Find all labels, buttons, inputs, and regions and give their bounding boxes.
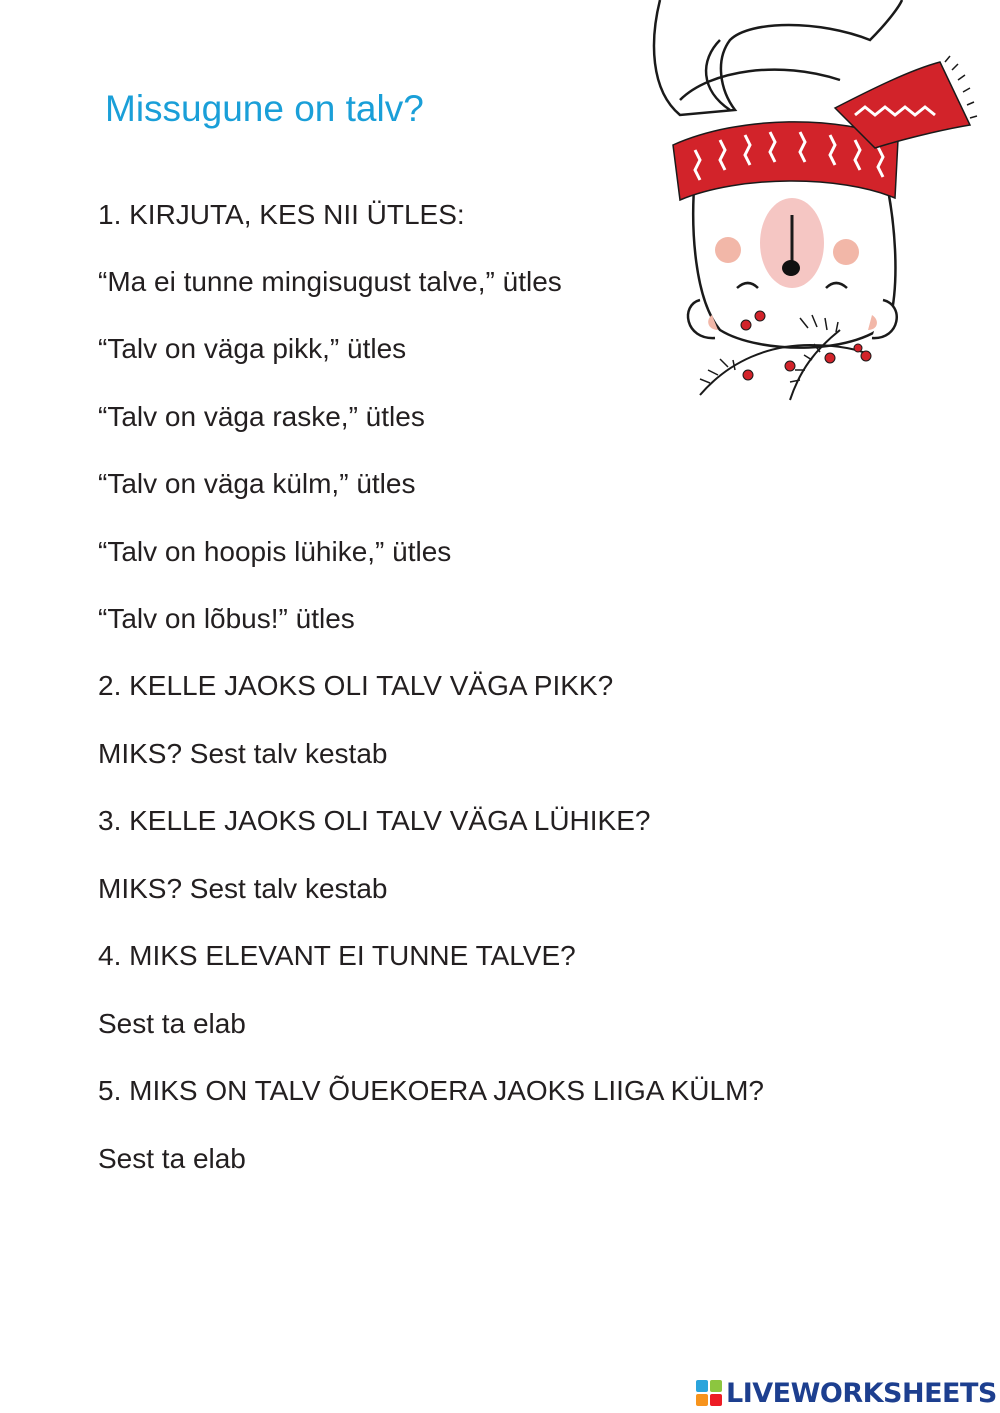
task-3-heading: 3. KELLE JAOKS OLI TALV VÄGA LÜHIKE? xyxy=(98,805,651,836)
task-2-heading: 2. KELLE JAOKS OLI TALV VÄGA PIKK? xyxy=(98,670,614,701)
liveworksheets-logo-icon xyxy=(696,1380,722,1406)
quote-line-6: “Talv on lõbus!” ütles xyxy=(98,603,355,634)
brand-name: LIVEWORKSHEETS xyxy=(726,1377,997,1409)
task-4-answer: Sest ta elab xyxy=(98,1008,246,1039)
quote-line-4: “Talv on väga külm,” ütles xyxy=(98,468,416,499)
task-5-heading: 5. MIKS ON TALV ÕUEKOERA JAOKS LIIGA KÜLM? xyxy=(98,1075,764,1106)
quote-line-5: “Talv on hoopis lühike,” ütles xyxy=(98,536,452,567)
liveworksheets-logo[interactable] xyxy=(696,1378,997,1408)
task-4-heading: 4. MIKS ELEVANT EI TUNNE TALVE? xyxy=(98,940,576,971)
quote-line-2: “Talv on väga pikk,” ütles xyxy=(98,333,407,364)
quote-line-1: “Ma ei tunne mingisugust talve,” ütles xyxy=(98,266,562,297)
polar-bear-illustration-icon xyxy=(640,0,990,420)
task-2-answer: MIKS? Sest talv kestab xyxy=(98,738,388,769)
quote-line-3: “Talv on väga raske,” ütles xyxy=(98,401,425,432)
task-3-answer: MIKS? Sest talv kestab xyxy=(98,873,388,904)
task-1-heading: 1. KIRJUTA, KES NII ÜTLES: xyxy=(98,199,465,230)
page-title: Missugune on talv? xyxy=(105,88,424,129)
task-5-answer: Sest ta elab xyxy=(98,1143,246,1174)
